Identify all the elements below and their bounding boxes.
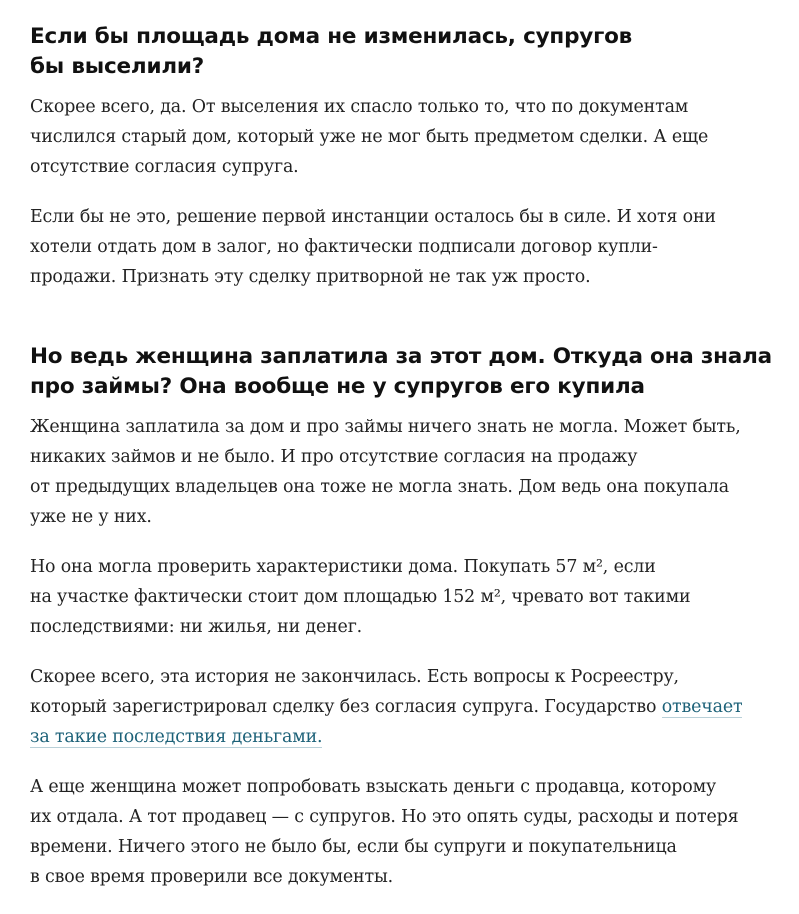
section-heading-2 xyxy=(30,342,775,402)
text-line: от предыдущих владельцев она тоже не могла знать. Дом ведь она покупала xyxy=(30,477,729,497)
paragraph xyxy=(30,412,775,532)
text-line: продажи. Признать эту сделку притворной не так уж просто. xyxy=(30,267,591,287)
text-line: Если бы не это, решение первой инстанции осталось бы в силе. И хотя они xyxy=(30,207,716,227)
text-line: их отдала. А тот продавец — с супругов. Но это опять суды, расходы и потеря xyxy=(30,807,739,827)
heading-line: Если бы площадь дома не изменилась, супругов xyxy=(30,24,633,49)
paragraph xyxy=(30,772,775,892)
heading-line: Но ведь женщина заплатила за этот дом. Откуда она знала xyxy=(30,344,772,369)
section-spacer xyxy=(30,312,775,342)
text-fragment: который зарегистрировал сделку без согласия супруга. Государство xyxy=(30,697,662,717)
text-line: уже не у них. xyxy=(30,507,152,527)
heading-line: про займы? Она вообще не у супругов его купила xyxy=(30,374,645,399)
text-line: Но она могла проверить характеристики дома. Покупать 57 м², если xyxy=(30,557,656,577)
text-line xyxy=(30,722,775,752)
heading-line: бы выселили? xyxy=(30,54,205,79)
text-line: последствиями: ни жилья, ни денег. xyxy=(30,617,363,637)
paragraph xyxy=(30,92,775,182)
text-line: числился старый дом, который уже не мог быть предметом сделки. А еще xyxy=(30,127,709,147)
article-link[interactable]: отвечает xyxy=(661,697,743,717)
text-line: в свое время проверили все документы. xyxy=(30,867,394,887)
text-line: времени. Ничего этого не было бы, если бы супруги и покупательница xyxy=(30,837,677,857)
article-body xyxy=(30,22,775,912)
text-line: Скорее всего, да. От выселения их спасло только то, что по документам xyxy=(30,97,689,117)
text-line: отсутствие согласия супруга. xyxy=(30,157,299,177)
article-link[interactable]: за такие последствия деньгами. xyxy=(30,727,323,747)
paragraph xyxy=(30,202,775,292)
text-line: хотели отдать дом в залог, но фактически подписали договор купли- xyxy=(30,237,658,257)
section-heading-1 xyxy=(30,22,775,82)
paragraph xyxy=(30,552,775,642)
text-line: Скорее всего, эта история не закончилась. Есть вопросы к Росреестру, xyxy=(30,667,679,687)
text-line: Женщина заплатила за дом и про займы ничего знать не могла. Может быть, xyxy=(30,417,741,437)
text-line xyxy=(30,692,775,722)
paragraph xyxy=(30,662,775,752)
text-line: никаких займов и не было. И про отсутствие согласия на продажу xyxy=(30,447,638,467)
text-line: на участке фактически стоит дом площадью 152 м², чревато вот такими xyxy=(30,587,691,607)
text-line: А еще женщина может попробовать взыскать деньги с продавца, которому xyxy=(30,777,717,797)
